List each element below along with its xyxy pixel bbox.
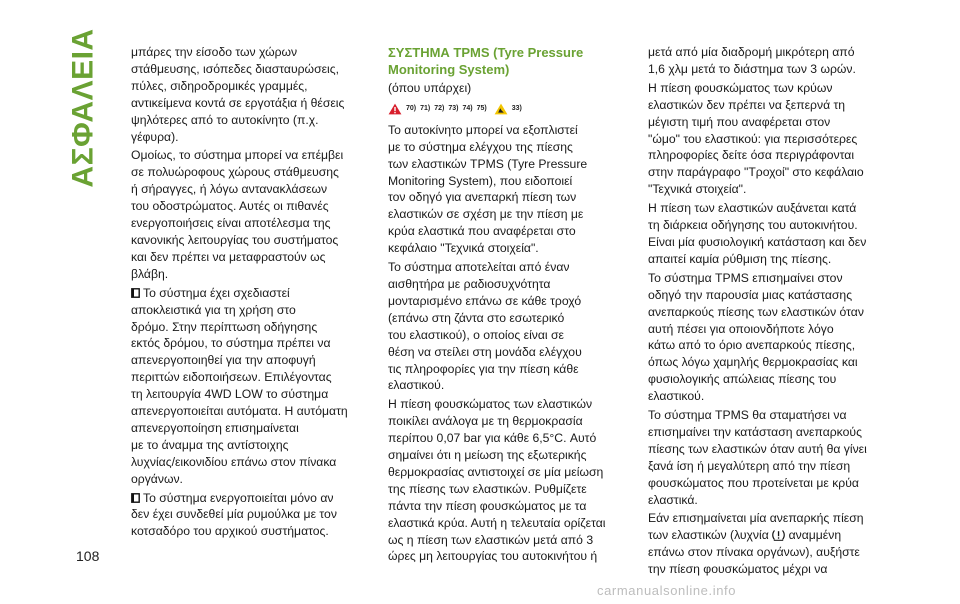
tyre-pressure-warning-icon xyxy=(772,529,785,541)
col1-paragraph-1: μπάρες την είσοδο των χώρων στάθμευσης, ισόπεδες διασταυρώσεις, πύλες, σιδηροδρομικές γραμμές, αντικείμενα κοντά σε εργοτάξια ή θέσεις ψηλότερες από το αυτοκίνητο (π.χ. γέφυρα). xyxy=(131,45,345,144)
book-icon xyxy=(131,493,140,503)
column-2 xyxy=(388,44,622,567)
col3-paragraph-3: Η πίεση των ελαστικών αυξάνεται κατά τη διάρκεια οδήγησης του αυτοκινήτου. Είναι μία φυσιολογική κατάσταση και δεν απαιτεί καμία ρύθμιση της πίεσης. xyxy=(648,201,867,266)
page-number: 108 xyxy=(76,548,100,564)
col3-paragraph-1: μετά από μία διαδρομή μικρότερη από 1,6 χλμ μετά το διάστημα των 3 ωρών. xyxy=(648,45,856,76)
column-3 xyxy=(648,44,893,580)
warning-triangle-icon xyxy=(388,103,402,115)
col1-paragraph-3: Το σύστημα έχει σχεδιαστεί αποκλειστικά για τη χρήση στο δρόμο. Στην περίπτωση οδήγησης εκτός δρόμου, το σύστημα πρέπει να απενεργοποιηθεί για την αποφυγή περιττών ειδοποιήσεων. Επιλέγοντας τη λειτουργία 4WD LOW το σύστημα απενεργοποιείται αυτόματα. Η αυτόματη απενεργοποίηση επισημαίνεται με το άναμμα της αντίστοιχης λυχνίας/εικονιδίου επάνω στον πίνακα οργάνων. xyxy=(131,285,348,486)
tpms-heading: ΣΥΣΤΗΜΑ TPMS (Tyre Pressure Monitoring System) xyxy=(388,45,584,77)
col1-paragraph-4: Το σύστημα ενεργοποιείται μόνο αν δεν έχει συνδεθεί μία ρυμούλκα με τον κοτσαδόρο του αρχικού συστήματος. xyxy=(131,490,337,539)
availability-note: (όπου υπάρχει) xyxy=(388,81,472,95)
book-icon xyxy=(131,288,140,298)
section-title-text: ΑΣΦΑΛΕΙΑ xyxy=(67,28,101,188)
caution-references: 33) xyxy=(511,104,522,112)
column-1 xyxy=(131,44,363,542)
warning-references: 70) 71) 72) 73) 74) 75) xyxy=(406,104,487,112)
col1-paragraph-2: Ομοίως, το σύστημα μπορεί να επέμβει σε πολυώροφους χώρους στάθμευσης ή σήραγγες, ή λόγω αντανακλάσεων του οδοστρώματος. Αυτές οι πιθανές ενεργοποιήσεις είναι αποτέλεσμα της κανονικής λειτουργίας του συστήματος και δεν πρέπει να μεταφραστούν ως βλάβη. xyxy=(131,148,344,281)
col3-paragraph-6: Εάν επισημαίνεται μία ανεπαρκής πίεση των ελαστικών (λυχνία αναμμένη επάνω στον πίνακα οργάνων), αυξήστε την πίεση φουσκώματος μέχρι να xyxy=(648,511,864,577)
col3-paragraph-5: Το σύστημα TPMS θα σταματήσει να επισημαίνει την κατάσταση ανεπαρκούς πίεσης των ελαστικών όταν αυτή θα γίνει ξανά ίση ή μεγαλύτερη από την πίεση φουσκώματος που προτείνεται με κρύα ελαστικά. xyxy=(648,408,867,507)
col3-paragraph-2: Η πίεση φουσκώματος των κρύων ελαστικών δεν πρέπει να ξεπερνά τη μέγιστη τιμή που αναφέρεται στον "ώμο" του ελαστικού: για περισσότερες πληροφορίες δείτε όσα περιγράφονται στην παράγραφο "Τροχοί" στο κεφάλαιο "Τεχνικά στοιχεία". xyxy=(648,80,864,197)
col2-paragraph-1: Το αυτοκίνητο μπορεί να εξοπλιστεί με το σύστημα ελέγχου της πίεσης των ελαστικών TPMS (Tyre Pressure Monitoring System), που ειδοποιεί τον οδηγό για ανεπαρκή πίεση των ελαστικών σε σχέση με την πίεση με κρύα ελαστικά που αναφέρεται στο κεφάλαιο "Τεχνικά στοιχεία". xyxy=(388,122,588,256)
col2-paragraph-2: Το σύστημα αποτελείται από έναν αισθητήρα με ραδιοσυχνότητα μονταρισμένο επάνω σε κάθε τροχό (επάνω στη ζάντα στο εσωτερικό του ελαστικού), ο οποίος είναι σε θέση να στείλει στη μονάδα ελέγχου τις πληροφορίες για την πίεση κάθε ελαστικού. xyxy=(388,260,582,393)
caution-triangle-icon xyxy=(494,103,508,115)
col3-paragraph-4: Το σύστημα TPMS επισημαίνει στον οδηγό την παρουσία μιας κατάστασης ανεπαρκούς πίεσης των ελαστικών όταν αυτή πέσει για οποιονδήποτε λόγο κάτω από το όριο ανεπαρκούς πίεσης, όπως λόγω χαμηλής θερμοκρασίας και φυσιολογικής απώλειας πίεσης του ελαστικού. xyxy=(648,270,864,404)
footer-watermark: carmanualsonline.info xyxy=(597,583,737,598)
section-title xyxy=(62,28,106,188)
col2-paragraph-3: Η πίεση φουσκώματος των ελαστικών ποικίλει ανάλογα με τη θερμοκρασία περίπου 0,07 bar για κάθε 6,5°C. Αυτό σημαίνει ότι η μείωση της εξωτερικής θερμοκρασίας αντιστοιχεί σε μία μείωση της πίεσης των ελαστικών. Ρυθμίζετε πάντα την πίεση φουσκώματος με τα ελαστικά κρύα. Αυτή η τελευταία ορίζεται ως η πίεση των ελαστικών μετά από 3 ώρες μη λειτουργίας του αυτοκινήτου ή xyxy=(388,397,606,564)
reference-row xyxy=(388,101,622,118)
